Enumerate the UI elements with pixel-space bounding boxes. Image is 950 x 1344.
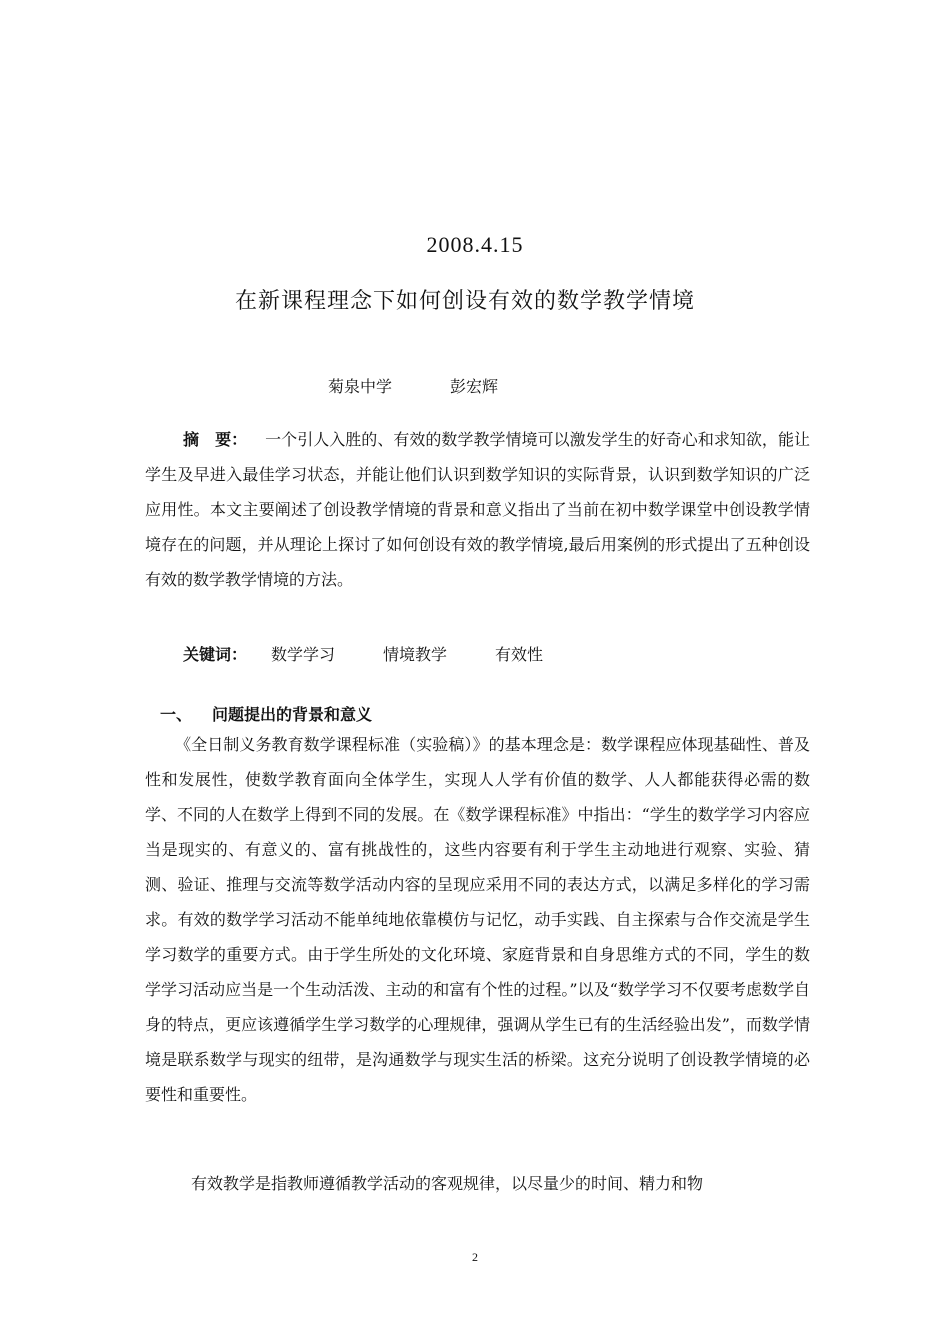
section-number: 一、 <box>160 705 193 724</box>
paragraph-text: 《全日制义务教育数学课程标准（实验稿）》的基本理念是：数学课程应体现基础性、普及性和发展性，使数学教育面向全体学生，实现人人学有价值的数学、人人都能获得必需的数学、不同的人在数学上得到不同的发展。在《数学课程标准》中指出：“学生的数学学习内容应当是现实的、有意义的、富有挑战性的，这些内容要有利于学生主动地进行观察、实验、猜测、验证、推理与交流等数学活动内容的呈现应采用不同的表达方式，以满足多样化的学习需求。有效的数学学习活动不能单纯地依靠模仿与记忆，动手实践、自主探索与合作交流是学生学习数学的重要方式。由于学生所处的文化环境、家庭背景和自身思维方式的不同，学生的数学学习活动应当是一个生动活泼、主动的和富有个性的过程。”以及“数学学习不仅要考虑数学自身的特点，更应该遵循学生学习数学的心理规律，强调从学生已有的生活经验出发”，而数学情境是联系数学与现实的纽带，是沟通数学与现实生活的桥梁。这充分说明了创设教学情境的必要性和重要性。 <box>145 735 810 1104</box>
body-paragraph <box>145 727 810 1112</box>
page-number: 2 <box>472 1250 478 1264</box>
school-name: 菊泉中学 <box>328 377 393 396</box>
keyword-item: 数学学习 <box>271 645 336 664</box>
section-heading <box>160 702 372 725</box>
document-title: 在新课程理念下如何创设有效的数学教学情境 <box>234 289 695 314</box>
abstract-label: 摘 要： <box>183 430 248 449</box>
paragraph-text: 有效教学是指教师遵循教学活动的客观规律，以尽量少的时间、精力和物 <box>191 1174 704 1193</box>
keyword-item: 有效性 <box>495 645 544 664</box>
abstract <box>145 422 810 597</box>
body-paragraph <box>145 1166 810 1201</box>
abstract-text: 一个引人入胜的、有效的数学教学情境可以激发学生的好奇心和求知欲，能让学生及早进入最佳学习状态，并能让他们认识到数学知识的实际背景，认识到数学知识的广泛应用性。本文主要阐述了创设教学情境的背景和意义指出了当前在初中数学课堂中创设教学情境存在的问题，并从理论上探讨了如何创设有效的教学情境,最后用案例的形式提出了五种创设有效的数学教学情境的方法。 <box>145 430 810 589</box>
author-name: 彭宏辉 <box>450 377 499 396</box>
author-line <box>328 374 498 397</box>
keywords-label: 关键词： <box>183 645 248 664</box>
section-title: 问题提出的背景和意义 <box>212 705 373 724</box>
keyword-item: 情境教学 <box>383 645 448 664</box>
keywords <box>183 642 591 665</box>
document-date: 2008.4.15 <box>426 232 524 257</box>
